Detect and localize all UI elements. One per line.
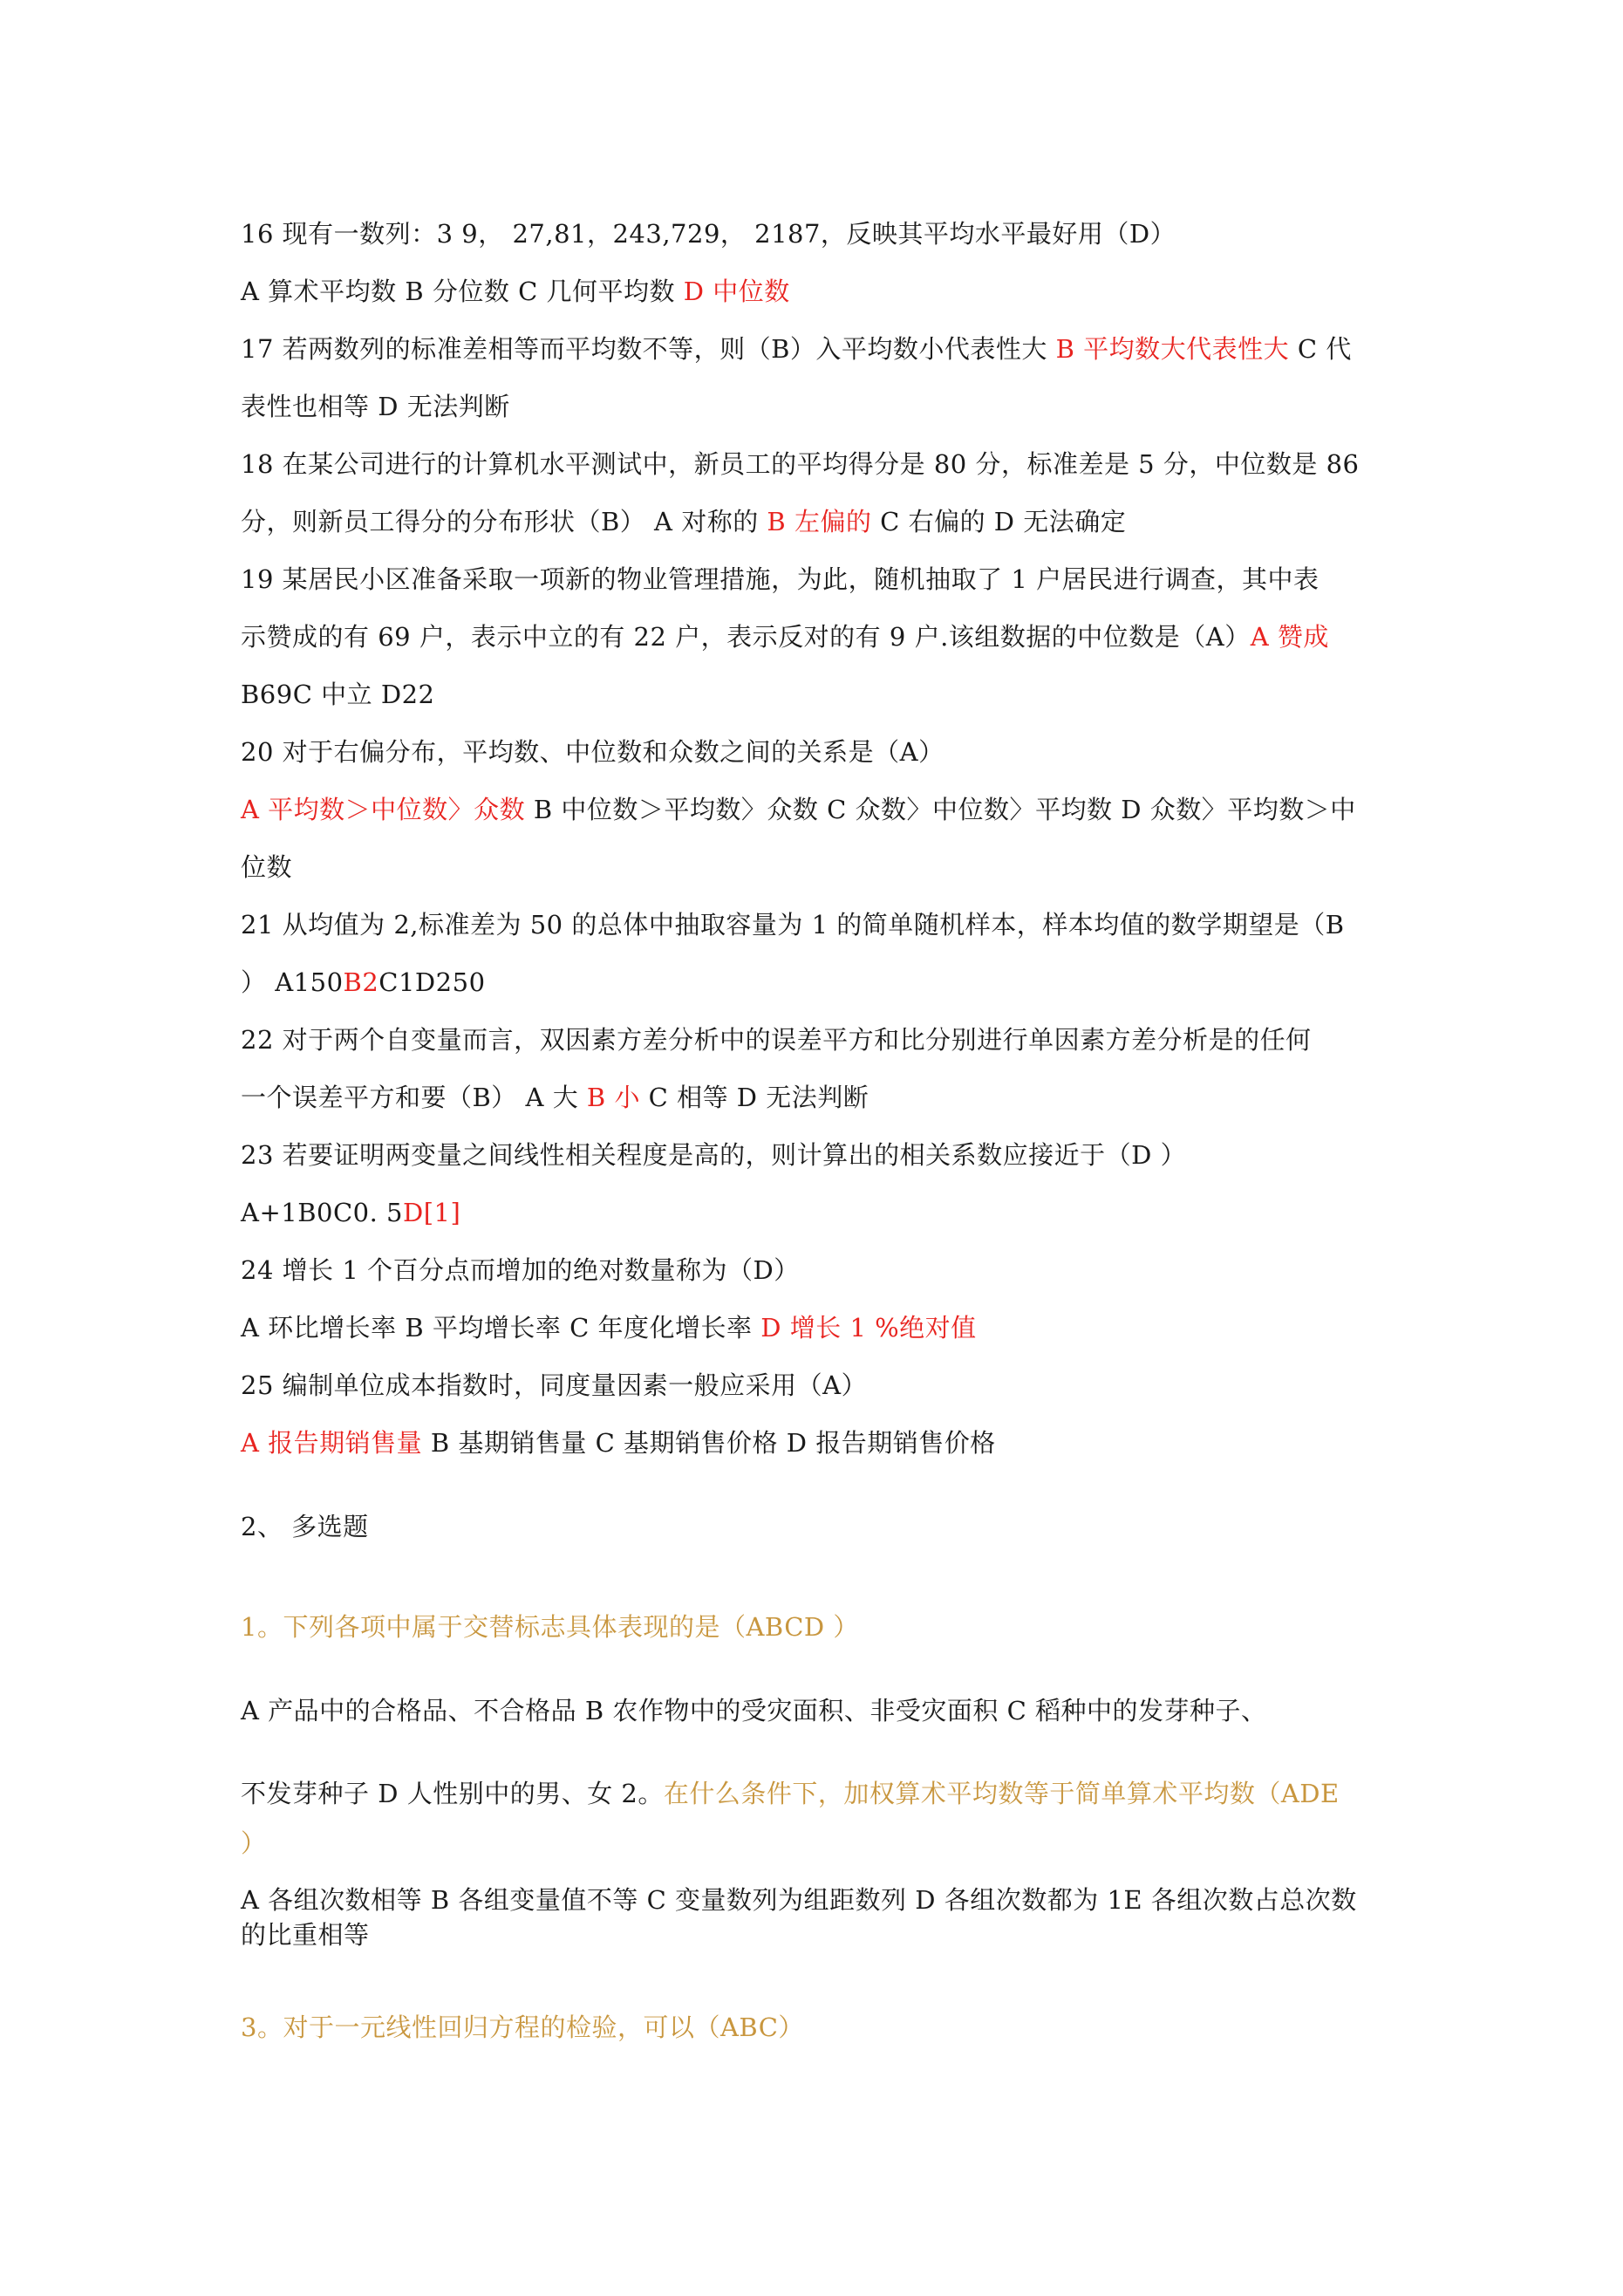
text-line: [241, 331, 1405, 366]
body-text: 表性也相等 D 无法判断: [241, 392, 510, 421]
answer-text: D 增长 1 %绝对值: [760, 1313, 977, 1343]
text-line: [241, 907, 1405, 942]
body-text: ） A150: [241, 967, 344, 997]
text-line: [241, 1138, 1405, 1172]
body-text: 21 从均值为 2,标准差为 50 的总体中抽取容量为 1 的简单随机样本，样本均值的数学期望是（B: [241, 910, 1345, 940]
text-line: [241, 1883, 1405, 1917]
answer-text: B 平均数大代表性大: [1055, 334, 1290, 364]
body-text: A+1B0C0. 5: [241, 1198, 403, 1227]
answer-text: D[1]: [402, 1198, 461, 1227]
body-text: 20 对于右偏分布，平均数、中位数和众数之间的关系是（A）: [241, 737, 944, 767]
text-line: [241, 1425, 1405, 1460]
text-line: [241, 965, 1405, 1000]
body-text: B69C 中立 D22: [241, 680, 435, 709]
text-line: [241, 274, 1405, 309]
text-line: [241, 1195, 1405, 1230]
body-text: 2、 多选题: [241, 1512, 369, 1541]
body-text: C 右偏的 D 无法确定: [871, 507, 1127, 536]
text-line: [241, 619, 1405, 654]
text-line: [241, 1368, 1405, 1403]
answer-text: A 赞成: [1250, 622, 1329, 652]
body-text: C 相等 D 无法判断: [639, 1083, 869, 1112]
body-text: 17 若两数列的标准差相等而平均数不等，则（B）入平均数小代表性大: [241, 334, 1056, 364]
body-text: 19 某居民小区准备采取一项新的物业管理措施，为此，随机抽取了 1 户居民进行调查，其中表: [241, 564, 1320, 594]
question-heading-text: 在什么条件下，加权算术平均数等于简单算术平均数（ADE: [663, 1779, 1340, 1808]
body-text: B 基期销售量 C 基期销售价格 D 报告期销售价格: [422, 1428, 996, 1458]
body-text: A 各组次数相等 B 各组变量值不等 C 变量数列为组距数列 D 各组次数都为 1E 各组次数占总次数: [241, 1885, 1357, 1915]
body-text: 18 在某公司进行的计算机水平测试中，新员工的平均得分是 80 分，标准差是 5 分，中位数是 86: [241, 449, 1360, 479]
text-line: [241, 447, 1405, 482]
body-text: A 产品中的合格品、不合格品 B 农作物中的受灾面积、非受灾面积 C 稻种中的发芽种子、: [241, 1696, 1267, 1725]
body-text: 24 增长 1 个百分点而增加的绝对数量称为（D）: [241, 1255, 800, 1285]
answer-text: D 中位数: [683, 277, 790, 306]
answer-text: A 平均数＞中位数〉众数: [241, 795, 526, 824]
text-line: [241, 1022, 1405, 1057]
body-text: A 算术平均数 B 分位数 C 几何平均数: [241, 277, 684, 306]
answer-text: A 报告期销售量: [241, 1428, 423, 1458]
text-line: [241, 1509, 1405, 1544]
answer-text: B 小: [586, 1083, 640, 1112]
body-text: C1D250: [378, 967, 486, 997]
body-text: 的比重相等: [241, 1920, 370, 1950]
answer-text: B2: [343, 967, 379, 997]
text-line: [241, 562, 1405, 597]
question-heading-text: 1。下列各项中属于交替标志具体表现的是（ABCD ）: [241, 1612, 859, 1642]
text-line: [241, 1253, 1405, 1288]
text-line: [241, 389, 1405, 424]
body-text: 一个误差平方和要（B） A 大: [241, 1083, 587, 1112]
text-line: [241, 1310, 1405, 1345]
text-line: [241, 1917, 1405, 1952]
body-text: 16 现有一数列：3 9， 27,81，243,729， 2187，反映其平均水平最好用（D）: [241, 219, 1176, 249]
text-line: [241, 792, 1405, 827]
body-text: 23 若要证明两变量之间线性相关程度是高的，则计算出的相关系数应接近于（D ）: [241, 1140, 1187, 1170]
question-heading-text: 3。对于一元线性回归方程的检验，可以（ABC）: [241, 2012, 804, 2042]
text-line: [241, 677, 1405, 712]
body-text: 不发芽种子 D 人性别中的男、女 2。: [241, 1779, 664, 1808]
body-text: 位数: [241, 852, 293, 882]
text-line: [241, 1080, 1405, 1115]
body-text: 22 对于两个自变量而言，双因素方差分析中的误差平方和比分别进行单因素方差分析是的任何: [241, 1025, 1312, 1055]
text-line: [241, 1693, 1405, 1728]
body-text: A 环比增长率 B 平均增长率 C 年度化增长率: [241, 1313, 761, 1343]
text-line: [241, 2010, 1405, 2045]
body-text: 分，则新员工得分的分布形状（B） A 对称的: [241, 507, 767, 536]
body-text: C 代: [1289, 334, 1352, 364]
text-line: [241, 1826, 1405, 1861]
text-line: [241, 1609, 1405, 1644]
text-line: [241, 735, 1405, 769]
body-text: 25 编制单位成本指数时，同度量因素一般应采用（A）: [241, 1370, 868, 1400]
text-line: [241, 850, 1405, 885]
text-line: [241, 1776, 1405, 1811]
text-line: [241, 216, 1405, 251]
body-text: 示赞成的有 69 户，表示中立的有 22 户，表示反对的有 9 户.该组数据的中位数是（A）: [241, 622, 1251, 652]
body-text: B 中位数＞平均数〉众数 C 众数〉中位数〉平均数 D 众数〉平均数＞中: [525, 795, 1356, 824]
text-line: [241, 504, 1405, 539]
question-heading-text: ）: [241, 1828, 267, 1858]
answer-text: B 左偏的: [767, 507, 872, 536]
